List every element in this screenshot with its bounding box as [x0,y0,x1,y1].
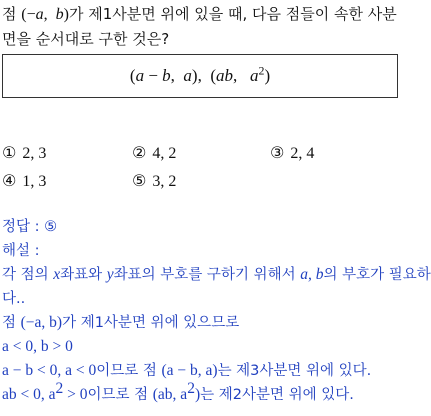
option-4[interactable]: ④ 1, 3 [2,171,47,190]
option-3[interactable]: ③ 2, 4 [270,143,315,162]
question-suffix: 가 제1사분면 위에 있을 때, 다음 점들이 속한 사분 [68,5,397,23]
explanation-line-5: a − b < 0, a < 0이므로 점 (a − b, a)는 제3사분면 위에 있다. [2,362,372,379]
expression-text: (a − b, a), (ab, $a^2$) [129,63,271,85]
options-row-1 [2,143,398,171]
explanation-line-6: ab < 0, $a^2 > 0$이므로 점 (ab, $a^2$)는 제2사분면 위에 있다. [2,380,354,403]
option-2[interactable]: ② 4, 2 [132,143,177,162]
question-text [2,2,398,51]
question-prefix: 점 [2,5,22,23]
question-line-2: 면을 순서대로 구한 것은? [2,30,170,48]
option-5[interactable]: ⑤ 3, 2 [132,171,177,190]
options-list [2,143,398,199]
answer-section [2,215,431,407]
expression-box [2,54,398,98]
explanation-line-3: 점 (−a, b)가 제1사분면 위에 있으므로 [2,314,240,331]
question-point: (−a, b) [21,6,69,23]
question-line-1 [2,2,398,27]
explanation-line-1: 각 점의 x좌표와 y좌표의 부호를 구하기 위해서 a, b의 부호가 필요하 [2,266,431,283]
explanation-label: 해설 : [2,243,40,259]
explanation-line-2: 다.. [2,291,26,307]
option-1[interactable]: ① 2, 3 [2,143,47,162]
explanation-line-4: a < 0, b > 0 [2,338,73,355]
answer-label: 정답 : ⑤ [2,219,58,235]
options-row-2 [2,171,398,199]
